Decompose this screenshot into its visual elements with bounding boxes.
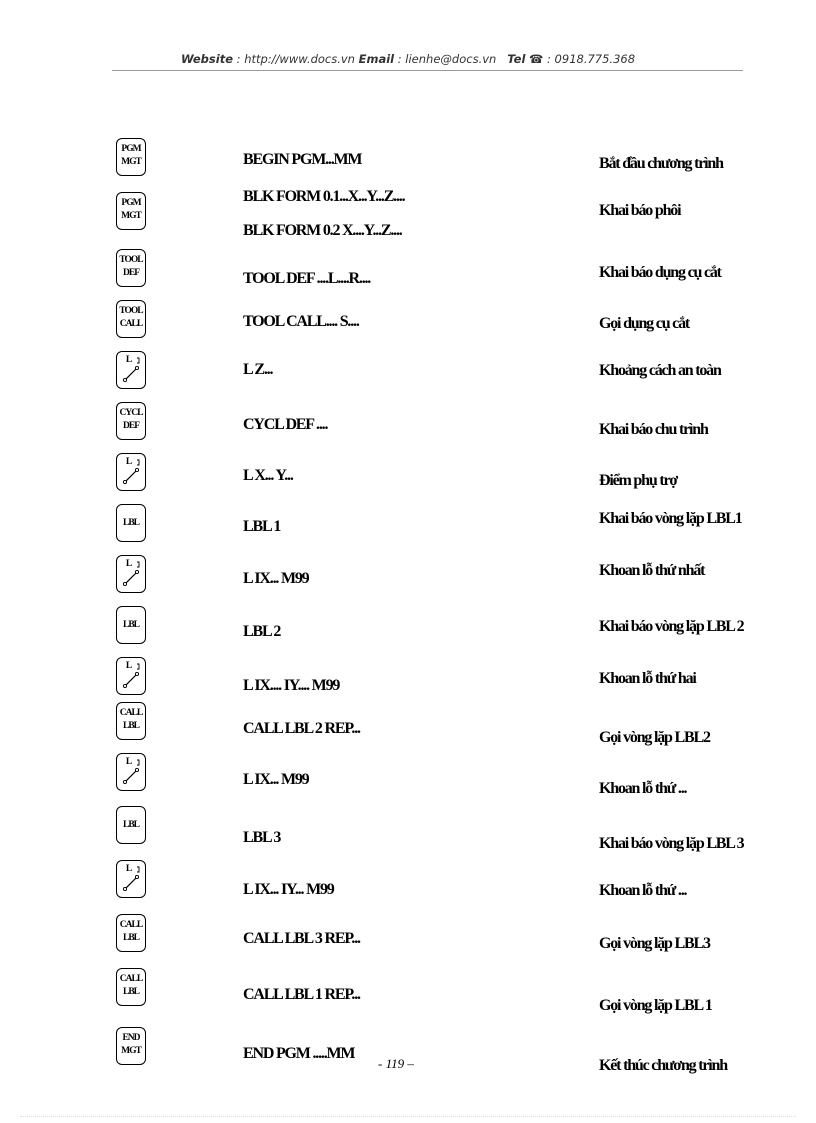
command-text: LBL 1 <box>243 518 281 535</box>
description-text: Bắt đầu chương trình <box>599 155 723 172</box>
description-text: Khai báo vòng lặp LBL 2 <box>599 618 744 635</box>
key-label: LBL <box>122 820 139 830</box>
email-label: Email <box>358 52 395 66</box>
key-cycl-def-icon <box>116 402 146 440</box>
page-header <box>0 52 816 66</box>
description-text: Khai báo vòng lặp LBL 3 <box>599 835 744 852</box>
key-label: TOOL <box>119 255 143 265</box>
command-text: BEGIN PGM...MM <box>243 151 362 168</box>
key-label: L <box>125 864 133 874</box>
key-label: L <box>125 757 133 767</box>
description-text: Khoan lỗ thứ nhất <box>599 562 705 579</box>
linear-move-key-icon <box>116 753 146 791</box>
key-label: MGT <box>121 157 141 167</box>
command-text: CYCL DEF .... <box>243 416 328 433</box>
key-label: LBL <box>122 620 139 630</box>
description-text: Gọi vòng lặp LBL 1 <box>599 997 712 1014</box>
description-text: Gọi vòng lặp LBL3 <box>599 935 710 952</box>
command-text: BLK FORM 0.2 X....Y...Z.... <box>243 222 402 239</box>
key-lbl-icon <box>116 606 146 644</box>
key-label: PGM <box>121 198 141 208</box>
tel-label: Tel <box>507 52 526 66</box>
command-text: L IX... M99 <box>243 570 309 587</box>
key-label: CALL <box>119 920 143 930</box>
description-text: Khoan lỗ thứ hai <box>599 670 696 687</box>
key-label: PGM <box>121 144 141 154</box>
key-lbl-icon <box>116 504 146 542</box>
linear-move-key-icon <box>116 351 146 389</box>
command-text: L IX... M99 <box>243 771 309 788</box>
command-text: TOOL CALL.... S.... <box>243 313 359 330</box>
command-text: L IX... IY... M99 <box>243 881 334 898</box>
description-text: Khoan lỗ thứ ... <box>599 882 687 899</box>
description-text: Kết thúc chương trình <box>599 1057 727 1074</box>
key-tool-def-icon <box>116 249 146 287</box>
key-call-lbl-icon <box>116 702 146 740</box>
website-text: : http://www.docs.vn <box>233 52 359 66</box>
key-label: L <box>125 457 133 467</box>
key-call-lbl-icon <box>116 968 146 1006</box>
linear-move-key-icon <box>116 657 146 695</box>
key-call-lbl-icon <box>116 914 146 952</box>
key-end-mgt-icon <box>116 1027 146 1065</box>
command-text: LBL 2 <box>243 623 281 640</box>
command-text: END PGM .....MM <box>243 1045 355 1062</box>
key-label: LBL <box>122 933 139 943</box>
command-text: CALL LBL 2 REP... <box>243 720 360 737</box>
tel-text: : 0918.775.368 <box>543 52 636 66</box>
command-text: BLK FORM 0.1...X...Y...Z.... <box>243 188 405 205</box>
description-text: Khai báo dụng cụ cắt <box>599 264 721 281</box>
key-label: L <box>125 355 133 365</box>
footer-divider <box>20 1116 796 1117</box>
key-tool-call-icon <box>116 300 146 338</box>
description-text: Gọi dụng cụ cắt <box>599 315 690 332</box>
description-text: Gọi vòng lặp LBL2 <box>599 729 710 746</box>
key-label: L <box>125 559 133 569</box>
command-text: L IX.... IY.... M99 <box>243 677 340 694</box>
email-text: : lienhe@docs.vn <box>394 52 500 66</box>
key-label: LBL <box>122 518 139 528</box>
key-pgm-mgt-icon <box>116 192 146 230</box>
phone-icon: ☎ <box>529 52 544 66</box>
key-label: CALL <box>119 974 143 984</box>
description-text: Khai báo vòng lặp LBL1 <box>599 510 742 527</box>
page-number: - 119 – <box>378 1056 414 1071</box>
description-text: Khoảng cách an toàn <box>599 362 721 379</box>
command-text: CALL LBL 3 REP... <box>243 930 360 947</box>
linear-move-key-icon <box>116 453 146 491</box>
command-text: LBL 3 <box>243 829 281 846</box>
key-pgm-mgt-icon <box>116 138 146 176</box>
key-label: MGT <box>121 211 141 221</box>
website-label: Website <box>180 52 234 66</box>
description-text: Khoan lỗ thứ ... <box>599 780 687 797</box>
key-label: CYCL <box>119 408 143 418</box>
key-label: CALL <box>119 319 143 329</box>
key-label: DEF <box>123 421 139 431</box>
key-label: LBL <box>122 987 139 997</box>
key-label: END <box>122 1033 140 1043</box>
key-lbl-icon <box>116 806 146 844</box>
key-label: MGT <box>121 1046 141 1056</box>
key-label: L <box>125 661 133 671</box>
command-text: TOOL DEF ....L....R.... <box>243 270 371 287</box>
description-text: Khai báo phôi <box>599 202 681 219</box>
key-label: CALL <box>119 708 143 718</box>
key-label: TOOL <box>119 306 143 316</box>
command-text: CALL LBL 1 REP... <box>243 986 360 1003</box>
linear-move-key-icon <box>116 860 146 898</box>
description-text: Khai báo chu trình <box>599 421 708 438</box>
description-text: Điểm phụ trợ <box>599 472 678 489</box>
header-rule <box>112 70 743 71</box>
key-label: DEF <box>123 268 139 278</box>
command-text: L Z... <box>243 361 273 378</box>
key-label: LBL <box>122 721 139 731</box>
command-text: L X... Y... <box>243 467 293 484</box>
linear-move-key-icon <box>116 555 146 593</box>
